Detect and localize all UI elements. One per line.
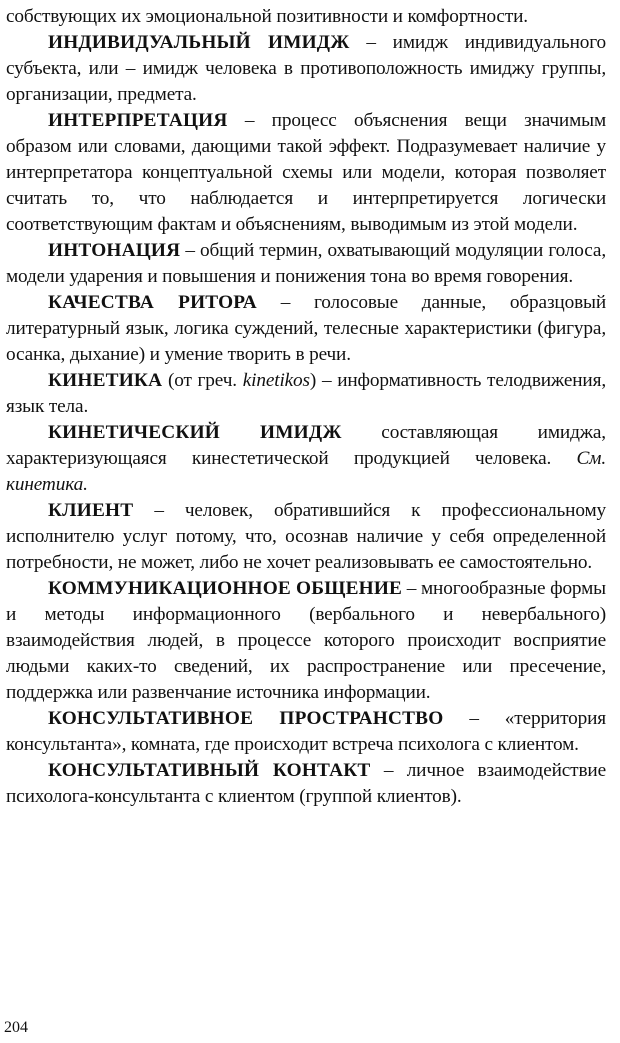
entry-text: – имидж индивидуального субъекта, или – имидж человека в противоположность имиджу группы, организации, предмета. [6, 32, 606, 105]
entry-consultative-contact [6, 758, 606, 810]
entry-text: – человек, обратившийся к профессиональному исполнителю услуг потому, что, осознав наличие у себя определенной потребности, не может, либо не хочет реализовывать ее самостоятельно. [6, 500, 606, 573]
entry-see-reference: См. кинетика. [6, 448, 606, 495]
entry-term: КИНЕТИЧЕСКИЙ ИМИДЖ [48, 422, 342, 443]
entry-individual-image [6, 30, 606, 108]
entry-term: ИНДИВИДУАЛЬНЫЙ ИМИДЖ [48, 32, 350, 53]
entry-term: КОММУНИКАЦИОННОЕ ОБЩЕНИЕ [48, 578, 403, 599]
entry-term: КОНСУЛЬТАТИВНЫЙ КОНТАКТ [48, 760, 371, 781]
page-number: 204 [4, 1019, 28, 1036]
entry-italic-word: kinetikos [242, 370, 310, 391]
entry-client [6, 498, 606, 576]
entry-term: ИНТЕРПРЕТАЦИЯ [48, 110, 228, 131]
entry-intonation [6, 238, 606, 290]
entry-text: – личное взаимодействие психолога-консультанта с клиентом (группой клиентов). [6, 760, 606, 807]
entry-text: – многообразные формы и методы информационного (вербального и невербального) взаимодействия людей, в процессе которого происходит восприятие людьми каких-то сведений, их распространение или пресечение, поддержка или развенчание источника информации. [6, 578, 606, 703]
entry-rhetor-qualities [6, 290, 606, 368]
entry-term: ИНТОНАЦИЯ [48, 240, 181, 261]
entry-text: ) – информативность телодвижения, язык тела. [6, 370, 606, 417]
entry-consultative-space [6, 706, 606, 758]
entry-kinetics [6, 368, 606, 420]
entry-communicative-interaction [6, 576, 606, 706]
entry-continuation [6, 4, 606, 30]
entry-term: КОНСУЛЬТАТИВНОЕ ПРОСТРАНСТВО [48, 708, 444, 729]
entry-text: – «территория консультанта», комната, где происходит встреча психолога с клиентом. [6, 708, 606, 755]
entry-text: – процесс объяснения вещи значимым образом или словами, дающими такой эффект. Подразумевает наличие у интерпретатора концептуальной схемы или модели, которая позволяет считать то, что наблюдается и интерпретируется логически соответствующим фактам и объяснениям, выводимым из этой модели. [6, 110, 606, 235]
entry-kinetic-image [6, 420, 606, 498]
entry-text: составляющая имиджа, характеризующаяся кинестетической продукцией человека. [6, 422, 606, 469]
entry-interpretation [6, 108, 606, 238]
entry-text: – общий термин, охватывающий модуляции голоса, модели ударения и повышения и понижения тона во время говорения. [6, 240, 606, 287]
entry-text: собствующих их эмоциональной позитивности и комфортности. [6, 6, 528, 27]
entry-text-before: (от греч. [162, 370, 243, 391]
entry-term: КИНЕТИКА [48, 370, 163, 391]
entry-term: КАЧЕСТВА РИТОРА [48, 292, 257, 313]
entry-term: КЛИЕНТ [48, 500, 134, 521]
entry-text: – голосовые данные, образцовый литературный язык, логика суждений, телесные характеристики (фигура, осанка, дыхание) и умение творить в речи. [6, 292, 606, 365]
